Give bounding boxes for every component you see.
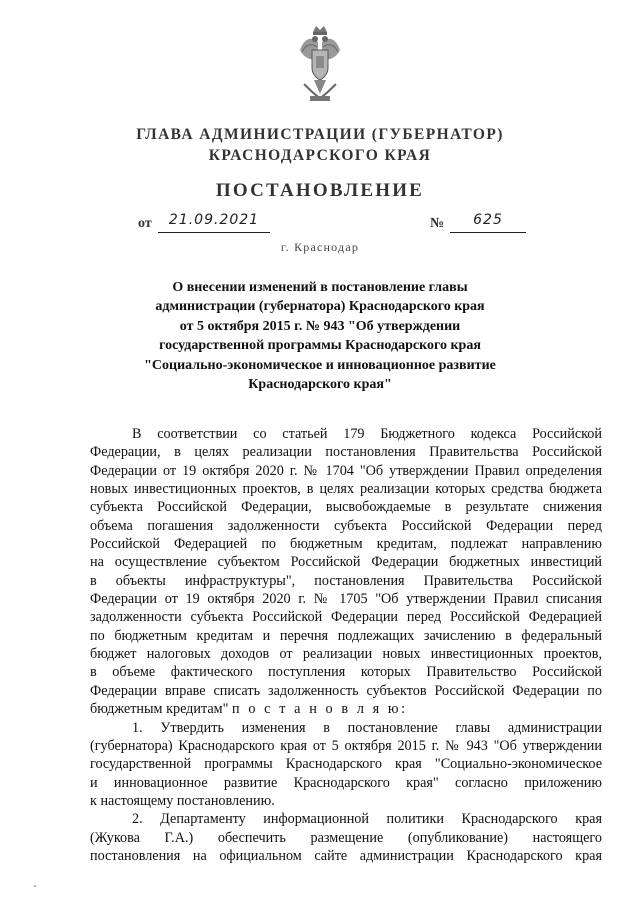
date-label: от: [138, 216, 152, 231]
document-title: [130, 278, 510, 394]
body-line: задолженности субъекта Российской Федерации перед Российской Федерацией: [90, 609, 602, 626]
body-line: 1. Утвердить изменения в постановление главы администрации: [132, 719, 602, 736]
body-line: Федерации от 19 октября 2020 г. № 1704 "Об утверждении Правил определения: [90, 462, 602, 479]
resolution-word: п о с т а н о в л я ю:: [231, 701, 408, 718]
body-line: к настоящему постановлению.: [90, 792, 275, 809]
body-line: бюджет налоговых доходов от реализации новых инвестиционных проектов,: [90, 646, 602, 663]
body-line: постановления на официальном сайте администрации Краснодарского края: [90, 847, 602, 864]
body-line: объема погашения задолженности субъекта Российской Федерации перед: [90, 517, 602, 534]
body-line: [90, 700, 602, 718]
title-line: государственной программы Краснодарского края: [159, 338, 481, 354]
body-line: и инновационное развитие Краснодарского края" согласно приложению: [90, 774, 602, 791]
header-line-2: КРАСНОДАРСКОГО КРАЯ: [208, 147, 432, 164]
body-line: 2. Департаменту информационной политики Краснодарского края: [132, 811, 602, 828]
number-value: 625: [450, 212, 526, 233]
date-number-row: [0, 214, 640, 236]
header-line-1: ГЛАВА АДМИНИСТРАЦИИ (ГУБЕРНАТОР): [136, 126, 504, 143]
body-line: Федерации, в целях реализации постановления Правительства Российской: [90, 444, 602, 461]
document-body: [90, 425, 602, 865]
coat-of-arms-icon: [296, 24, 344, 104]
number-label: №: [430, 216, 445, 231]
date-value: 21.09.2021: [158, 212, 270, 233]
body-line: Российской Федерацией по бюджетным кредитам, подлежат направлению: [90, 536, 602, 553]
body-line: Федерации от 19 октября 2020 г. № 1705 "Об утверждении Правил списания: [90, 591, 602, 608]
body-line: (Жукова Г.А.) обеспечить размещение (опубликование) настоящего: [90, 829, 602, 846]
body-line: субъекта Российской Федерации, высвобождаемые в результате снижения: [90, 499, 602, 516]
body-line: в объеме фактического поступления которых Правительство Российской: [90, 664, 602, 681]
document-type: ПОСТАНОВЛЕНИЕ: [215, 180, 425, 201]
scan-speck: [34, 885, 36, 887]
title-line: "Социально-экономическое и инновационное развитие: [144, 357, 496, 373]
body-line: государственной программы Краснодарского края "Социально-экономическое: [90, 756, 602, 773]
body-line: (губернатора) Краснодарского края от 5 октября 2015 г. № 943 "Об утверждении: [90, 737, 602, 754]
title-line: О внесении изменений в постановление главы: [172, 280, 468, 295]
body-line-start: бюджетным кредитам": [90, 701, 229, 718]
body-line: новых инвестиционных проектов, в целях реализации которых средства бюджета: [90, 481, 602, 498]
title-line: Краснодарского края": [248, 377, 392, 393]
body-line: В соответствии со статьей 179 Бюджетного кодекса Российской: [132, 426, 602, 442]
city: г. Краснодар: [280, 240, 360, 254]
title-line: от 5 октября 2015 г. № 943 "Об утверждении: [179, 318, 461, 334]
title-line: администрации (губернатора) Краснодарского края: [155, 299, 485, 315]
body-line: Федерации вправе списать задолженность субъектов Российской Федерации по: [90, 682, 602, 699]
body-line: в объекты инфраструктуры", постановления Правительства Российской: [90, 572, 602, 589]
body-line: на осуществление субъектом Российской Федерации бюджетных инвестиций: [90, 554, 602, 571]
body-line: по бюджетным кредитам и перечня подлежащих зачислению в федеральный: [90, 627, 602, 644]
